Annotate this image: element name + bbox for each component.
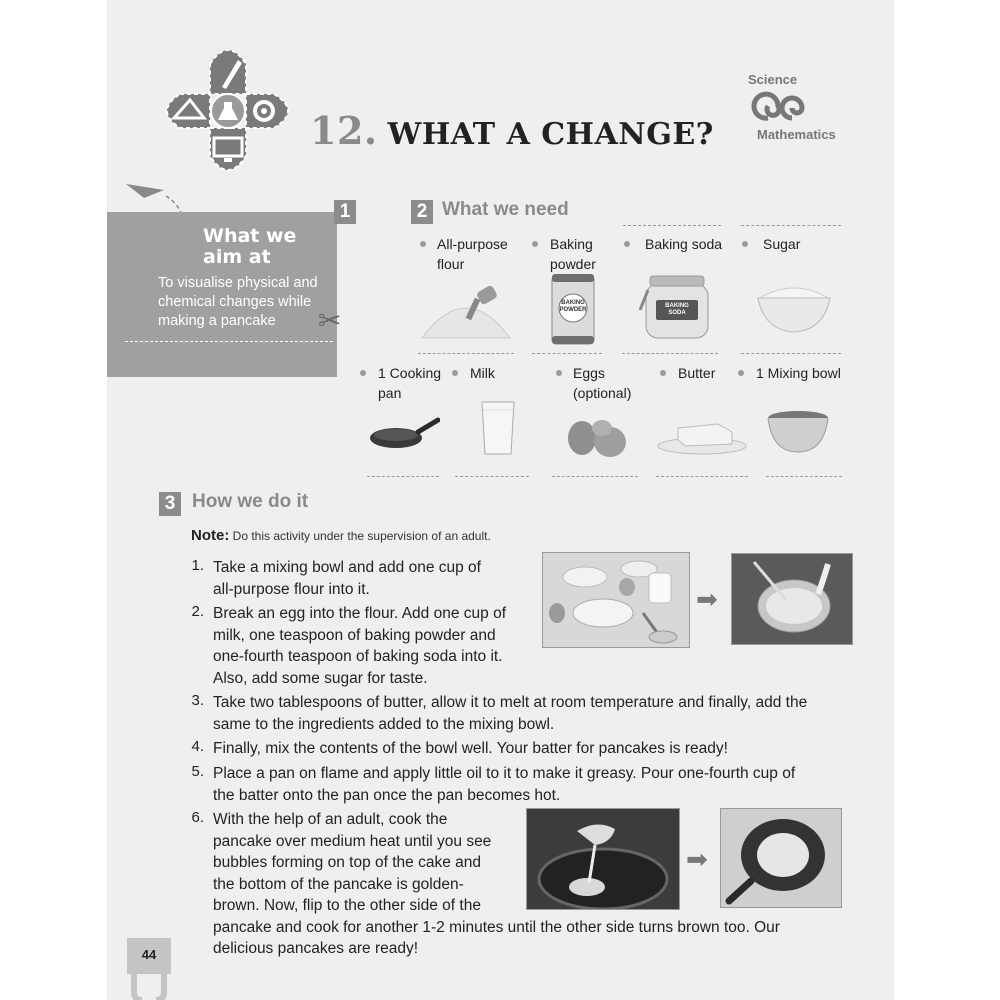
arrow-right-icon: ➡ bbox=[696, 584, 718, 614]
flour-pile-image bbox=[418, 282, 514, 342]
step-4-text: Finally, mix the contents of the bowl well. Your batter for pancakes is ready! bbox=[213, 740, 728, 757]
item-label-line: (optional) bbox=[573, 385, 632, 401]
step-5-text bbox=[213, 763, 795, 806]
divider bbox=[623, 225, 721, 226]
item-baking-soda-label: Baking soda bbox=[645, 236, 723, 252]
step-line: brown. Now, flip to the other side of the bbox=[213, 897, 481, 914]
divider bbox=[367, 476, 439, 477]
step-line: pancake over medium heat until you see bbox=[213, 832, 492, 850]
step-line: the batter onto the pan once the pan becomes hot. bbox=[213, 786, 561, 804]
safety-note bbox=[191, 527, 491, 544]
step-line: milk, one teaspoon of baking powder and bbox=[213, 626, 496, 644]
step-number: 6. bbox=[191, 809, 204, 826]
step-3-text bbox=[213, 692, 807, 735]
page-number: 44 bbox=[141, 947, 157, 962]
arrow-right-icon: ➡ bbox=[686, 844, 708, 874]
step-6-text bbox=[213, 809, 780, 960]
item-butter-label: Butter bbox=[678, 365, 716, 381]
cut-line bbox=[125, 341, 333, 342]
step-line: same to the ingredients added to the mixing bowl. bbox=[213, 715, 555, 733]
whisking-photo bbox=[731, 553, 853, 645]
item-cooking-pan-label bbox=[378, 363, 441, 403]
step-line: Break an egg into the flour. Add one cup of bbox=[213, 605, 506, 622]
butter-dish-image bbox=[656, 414, 748, 456]
step-line: delicious pancakes are ready! bbox=[213, 940, 419, 957]
chapter-number: 12. bbox=[310, 108, 378, 153]
item-milk-label: Milk bbox=[470, 365, 495, 381]
aim-panel-tab bbox=[107, 360, 200, 377]
how-we-do-it-heading: How we do it bbox=[192, 491, 309, 512]
mixing-bowl-image bbox=[766, 408, 830, 458]
aim-panel-tab bbox=[200, 362, 337, 377]
step-number: 5. bbox=[191, 763, 204, 780]
step-number: 4. bbox=[191, 738, 204, 755]
bullet bbox=[556, 370, 562, 376]
subject-swirl-icon bbox=[748, 88, 814, 126]
section-2-number: 2 bbox=[411, 200, 433, 224]
milk-glass-image bbox=[478, 398, 518, 458]
divider bbox=[741, 225, 841, 226]
step-line: With the help of an adult, cook the bbox=[213, 811, 448, 828]
aim-heading-line2: aim at bbox=[203, 246, 271, 268]
note-text: Do this activity under the supervision of an adult. bbox=[232, 529, 491, 543]
subject-mathematics-label: Mathematics bbox=[757, 127, 836, 142]
aim-text: To visualise physical and chemical changes while making a pancake bbox=[158, 275, 318, 329]
item-label-line: 1 Cooking bbox=[378, 365, 442, 381]
bullet bbox=[360, 370, 366, 376]
item-mixing-bowl-label: 1 Mixing bowl bbox=[756, 365, 841, 381]
bullet bbox=[532, 241, 538, 247]
divider bbox=[622, 353, 718, 354]
item-label-line: Baking bbox=[550, 236, 593, 252]
cooking-pancake-photo bbox=[720, 808, 842, 908]
divider bbox=[532, 353, 602, 354]
bullet bbox=[742, 241, 748, 247]
scissors-icon: ✂ bbox=[318, 305, 342, 336]
pouring-batter-photo bbox=[526, 808, 680, 910]
item-baking-powder-label bbox=[550, 234, 596, 274]
step-line: all-purpose flour into it. bbox=[213, 580, 370, 598]
activity-emblem bbox=[160, 42, 296, 180]
item-label-line: pan bbox=[378, 385, 402, 401]
item-eggs-label bbox=[573, 363, 631, 403]
step-line: Place a pan on flame and apply little oil to it to make it greasy. Pour one-fourth cup of bbox=[213, 765, 796, 782]
step-1-text bbox=[213, 557, 481, 600]
divider bbox=[418, 353, 514, 354]
step-line: one-fourth teaspoon of baking soda into it. bbox=[213, 648, 503, 665]
section-1-number: 1 bbox=[334, 200, 356, 224]
ingredients-photo bbox=[542, 552, 690, 648]
step-number: 1. bbox=[191, 557, 204, 574]
item-label-line: powder bbox=[550, 256, 596, 272]
bullet bbox=[452, 370, 458, 376]
divider bbox=[766, 476, 842, 477]
step-line: pancake and cook for another 1-2 minutes until the other side turns brown too. Our bbox=[213, 918, 780, 936]
chapter-title bbox=[310, 108, 714, 153]
item-label-line: All-purpose bbox=[437, 236, 508, 252]
divider bbox=[656, 476, 748, 477]
bullet bbox=[738, 370, 744, 376]
divider bbox=[741, 353, 841, 354]
step-line: bubbles forming on top of the cake and bbox=[213, 854, 481, 871]
step-number: 2. bbox=[191, 603, 204, 620]
bullet bbox=[624, 241, 630, 247]
cooking-pan-image bbox=[368, 414, 440, 454]
aim-heading-line1: What we bbox=[203, 225, 297, 247]
baking-powder-can-label: BAKING POWDER bbox=[559, 300, 587, 313]
aim-heading bbox=[203, 226, 323, 268]
eggs-image bbox=[564, 418, 634, 460]
item-label-line: flour bbox=[437, 256, 465, 272]
chapter-title-text: WHAT A CHANGE? bbox=[387, 117, 714, 152]
baking-soda-jar-label: BAKING SODA bbox=[665, 303, 689, 316]
divider bbox=[455, 476, 529, 477]
item-sugar-label: Sugar bbox=[763, 236, 801, 252]
bullet bbox=[420, 241, 426, 247]
item-label-line: Eggs bbox=[573, 365, 605, 381]
sugar-bowl-image bbox=[754, 276, 834, 336]
bullet bbox=[660, 370, 666, 376]
item-flour-label bbox=[437, 234, 508, 274]
note-label: Note: bbox=[191, 527, 230, 544]
subject-science-label: Science bbox=[748, 72, 798, 87]
divider bbox=[552, 476, 638, 477]
what-we-need-heading: What we need bbox=[442, 199, 569, 220]
step-line: Take two tablespoons of butter, allow it to melt at room temperature and finally, add the bbox=[213, 694, 808, 711]
step-line: Take a mixing bowl and add one cup of bbox=[213, 559, 481, 576]
step-line: the bottom of the pancake is golden- bbox=[213, 875, 464, 893]
step-2-text bbox=[213, 603, 506, 689]
step-line: Also, add some sugar for taste. bbox=[213, 669, 428, 687]
step-number: 3. bbox=[191, 692, 204, 709]
section-3-number: 3 bbox=[159, 492, 181, 516]
